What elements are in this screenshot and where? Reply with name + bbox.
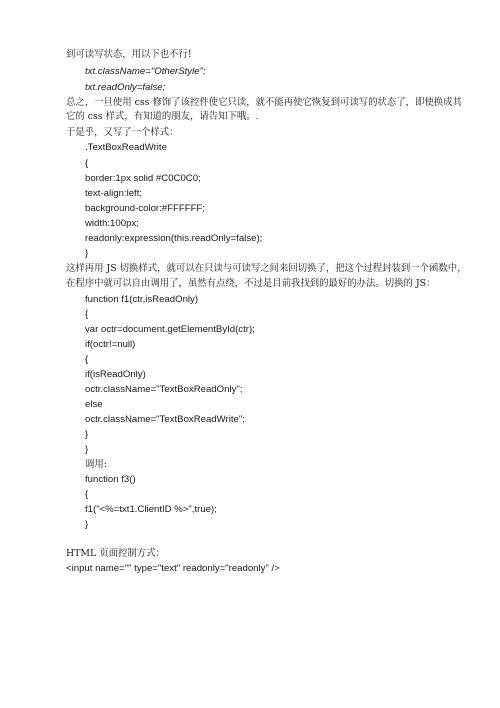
text-line: 调用: xyxy=(85,459,107,470)
code-line: function f3() xyxy=(85,474,136,485)
code-line: { xyxy=(85,309,89,320)
code-line: txt.readOnly=false; xyxy=(85,82,166,93)
code-line: { xyxy=(85,489,89,500)
text-line: 总之，一旦使用 css 修饰了该控件使它只读，就不能再使它恢复到可读写的状态了，即使换成其 xyxy=(66,97,462,108)
code-line: } xyxy=(85,429,89,440)
code-line: } xyxy=(85,248,89,259)
code-line: octr.className="TextBoxReadWrite"; xyxy=(85,414,245,425)
text-line: 在程序中就可以自由调用了，虽然有点绕，不过是目前我找到的最好的办法。切换的 JS： xyxy=(66,278,436,289)
text-line: 于是乎，又写了一个样式： xyxy=(66,127,179,138)
code-line: { xyxy=(85,354,89,365)
code-line: } xyxy=(85,519,89,530)
code-line: background-color:#FFFFFF; xyxy=(85,203,205,214)
code-line: .TextBoxReadWrite xyxy=(85,142,167,153)
code-line: else xyxy=(85,399,103,410)
code-line: if(isReadOnly) xyxy=(85,369,146,380)
code-line: var octr=document.getElementById(ctr); xyxy=(85,324,255,335)
code-line: text-align:left; xyxy=(85,188,143,199)
code-line: octr.className="TextBoxReadOnly"; xyxy=(85,384,243,395)
code-line: <input name="" type="text" readonly="readonly" /> xyxy=(66,563,280,574)
code-line: { xyxy=(85,158,89,169)
code-line: } xyxy=(85,444,89,455)
code-line: width:100px; xyxy=(85,218,139,229)
code-line: f1("<%=txt1.ClientID %>",true); xyxy=(85,504,217,515)
code-line: readonly:expression(this.readOnly=false); xyxy=(85,233,263,244)
code-line: function f1(ctr,isReadOnly) xyxy=(85,294,199,305)
code-line: txt.className="OtherStyle"; xyxy=(85,66,206,77)
code-line: border:1px solid #C0C0C0; xyxy=(85,173,201,184)
code-line: if(octr!=null) xyxy=(85,339,136,350)
text-line: 这样再用 JS 切换样式，就可以在只读与可读写之间来回切换了，把这个过程封装到一个函数中， xyxy=(66,263,467,274)
text-line: HTML 页面控制方式： xyxy=(66,548,165,559)
text-line: 到可读写状态，用以下也不行! xyxy=(66,49,192,60)
text-line: 它的 css 样式，有知道的朋友，请告知下哦。. xyxy=(66,111,259,122)
